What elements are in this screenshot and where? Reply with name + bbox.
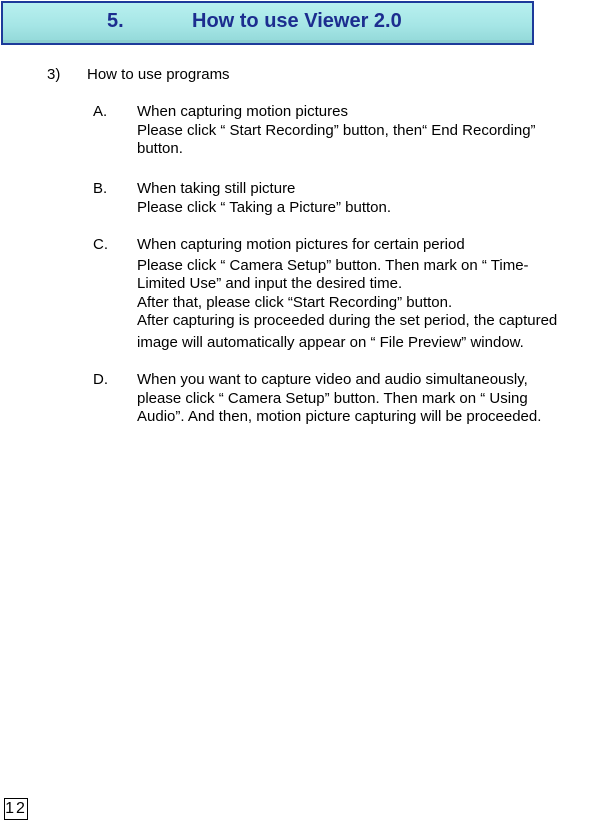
item-c-line: After capturing is proceeded during the set period, the captured: [137, 312, 558, 329]
item-c-line: When capturing motion pictures for certain period: [137, 236, 465, 253]
item-a-line: button.: [137, 140, 183, 157]
section-header-title: How to use Viewer 2.0: [192, 10, 402, 32]
item-a-line: When capturing motion pictures: [137, 103, 348, 120]
item-b-line: When taking still picture: [137, 180, 296, 197]
item-c-text: [137, 236, 557, 352]
item-a-line: Please click “ Start Recording” button, then“ End Recording”: [137, 121, 536, 139]
page-number: 12: [4, 798, 28, 820]
item-b-text: [137, 180, 391, 217]
item-d-text: [137, 371, 541, 427]
item-c-line: After that, please click “Start Recording” button.: [137, 293, 453, 311]
item-a-text: [137, 103, 536, 159]
item-c-letter: C.: [93, 236, 108, 253]
item-c-line: Please click “ Camera Setup” button. Then mark on “ Time-: [137, 256, 529, 274]
section-header-number: 5.: [107, 10, 124, 32]
item-b-letter: B.: [93, 180, 108, 197]
subsection-title: How to use programs: [87, 66, 230, 83]
item-d-line: When you want to capture video and audio simultaneously,: [137, 371, 528, 388]
section-header: [1, 1, 534, 45]
subsection-number: 3): [47, 66, 61, 83]
item-c-line: image will automatically appear on “ File Preview” window.: [137, 333, 524, 351]
item-a-letter: A.: [93, 103, 108, 120]
item-d-line: please click “ Camera Setup” button. Then mark on “ Using: [137, 389, 528, 407]
item-b-line: Please click “ Taking a Picture” button.: [137, 198, 392, 216]
item-c-line: Limited Use” and input the desired time.: [137, 275, 403, 292]
item-d-letter: D.: [93, 371, 108, 388]
item-d-line: Audio”. And then, motion picture capturing will be proceeded.: [137, 408, 542, 425]
